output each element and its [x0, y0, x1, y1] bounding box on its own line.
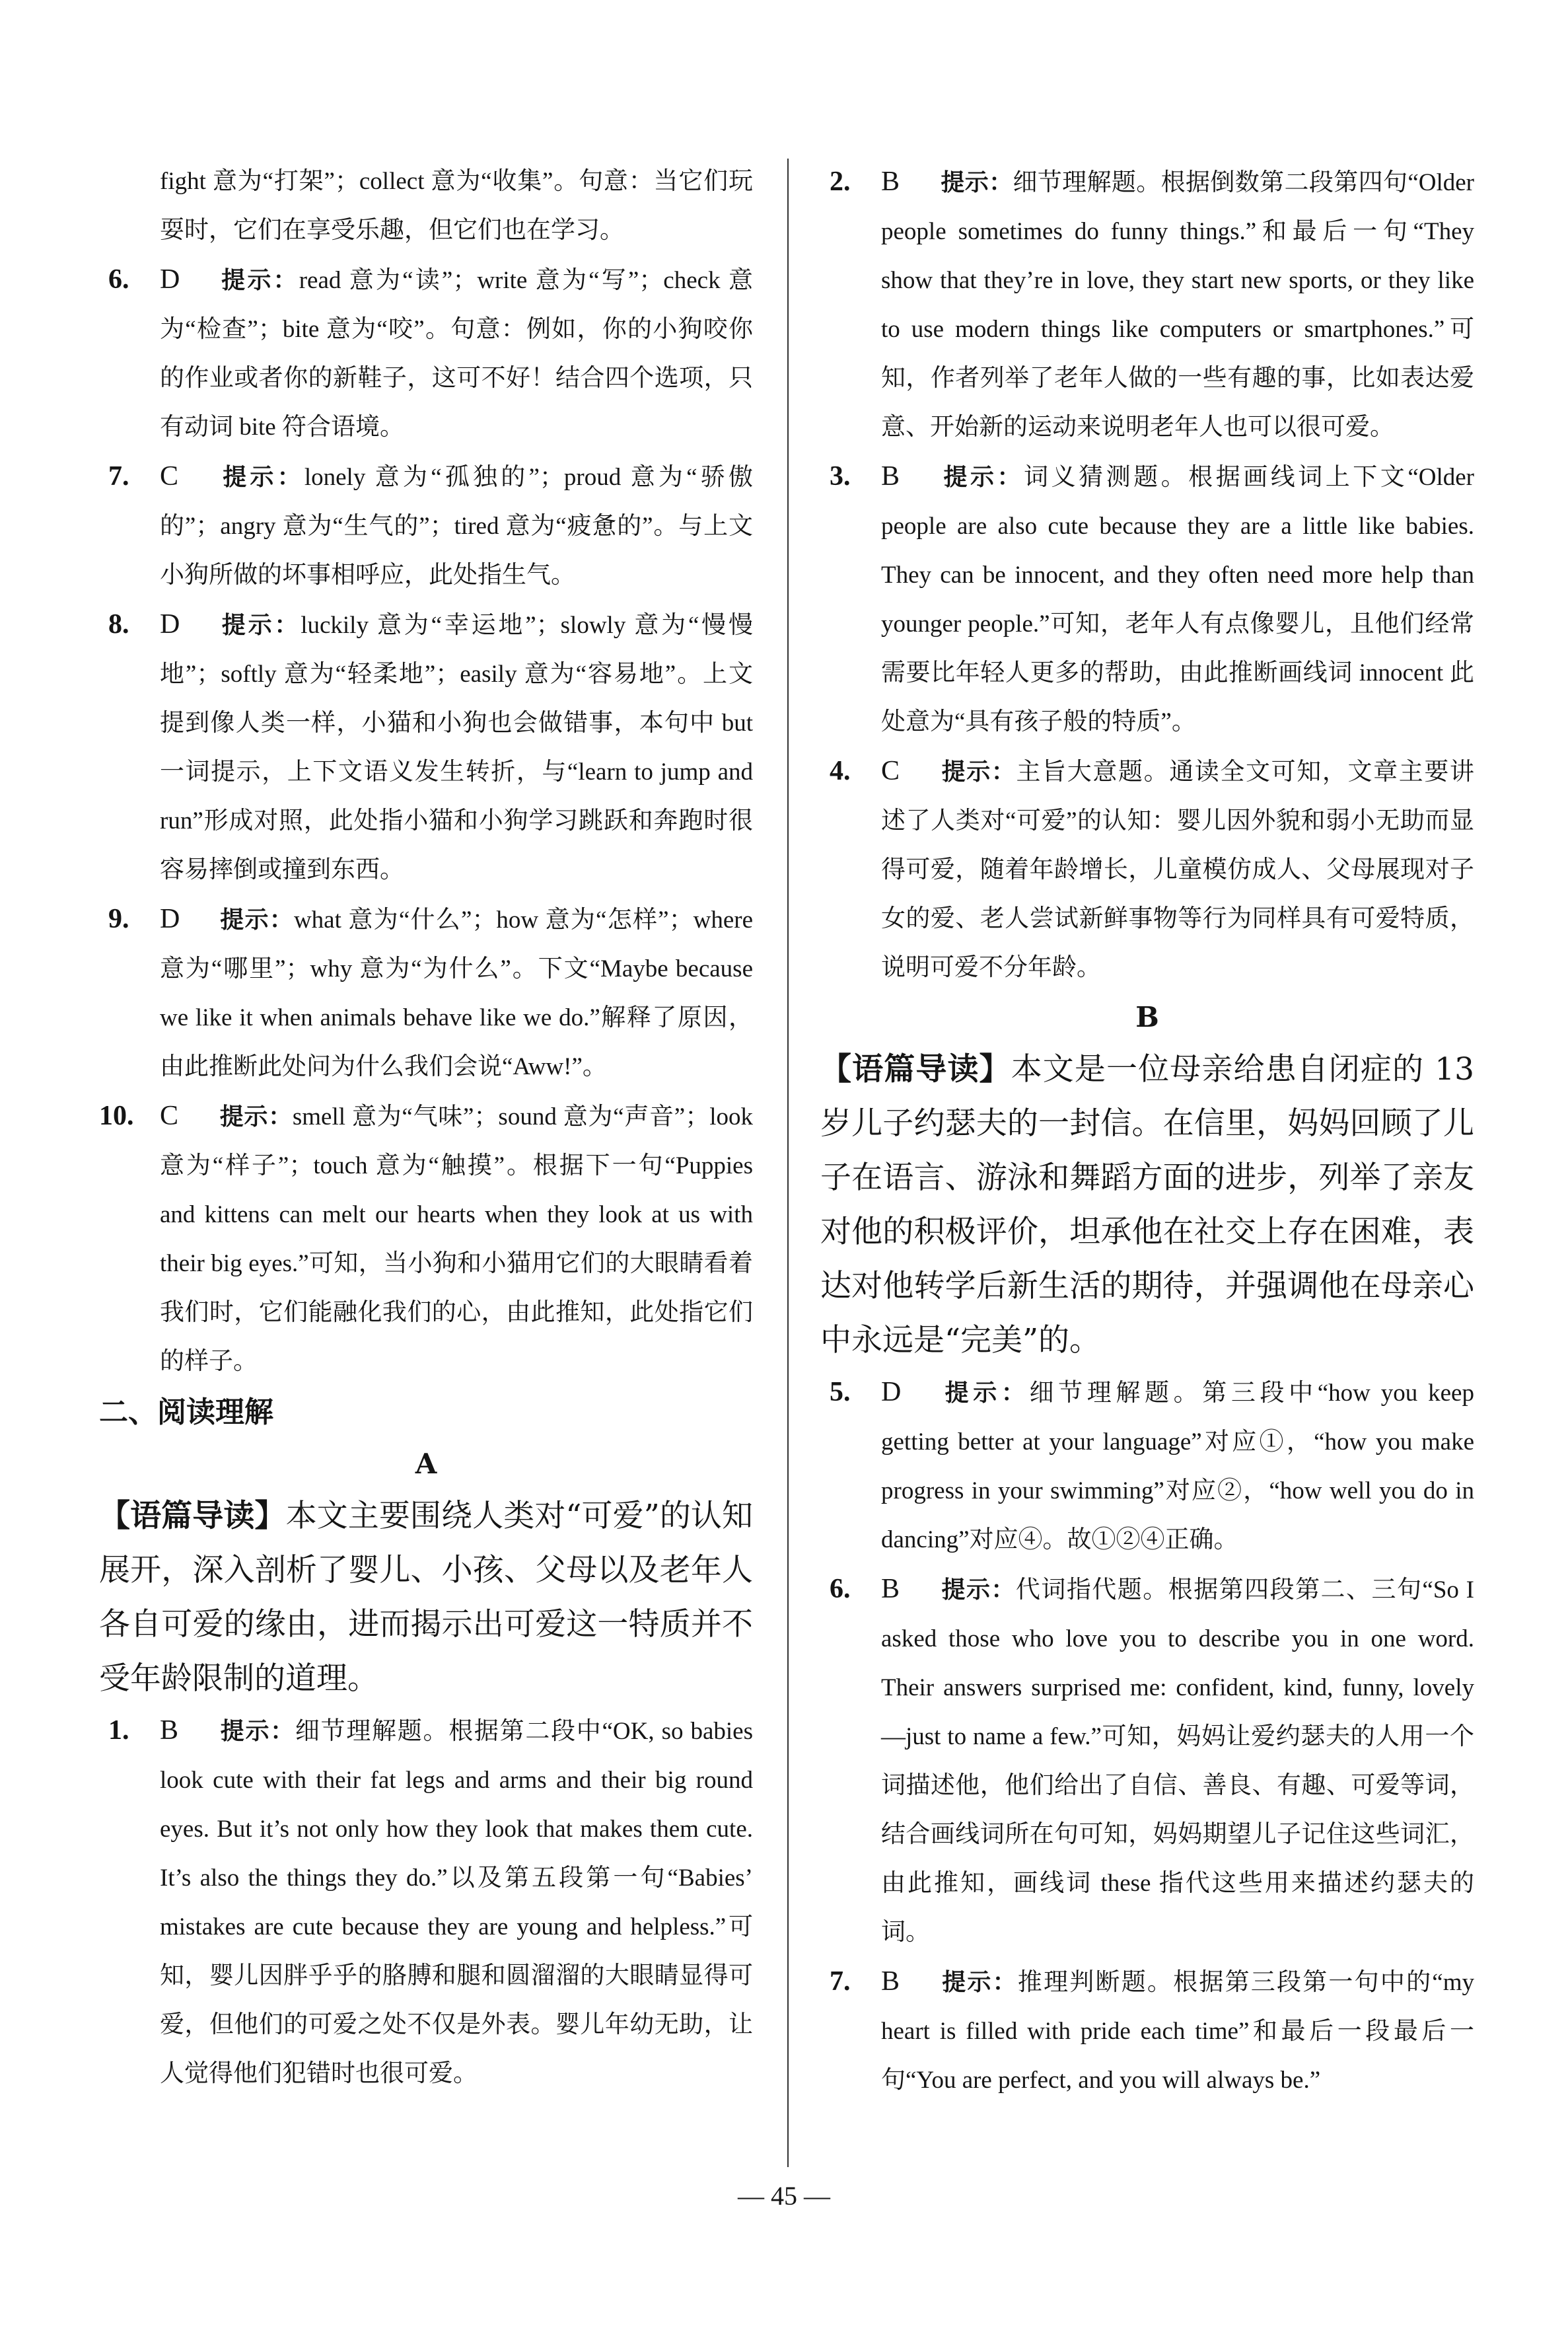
item-number: 7. [108, 461, 129, 492]
hint-label: 提示： [219, 612, 301, 639]
continued-answer-5: fight 意为“打架”；collect 意为“收集”。句意：当它们玩耍时，它们在享受乐趣，但它们也在学习。 [160, 168, 753, 244]
item-answer: C [160, 1101, 179, 1131]
answer-item-2 [820, 157, 1474, 452]
hint-label: 提示： [219, 1103, 293, 1130]
answer-item-3 [820, 452, 1474, 747]
item-number: 3. [830, 461, 851, 492]
answer-item-4 [820, 747, 1474, 992]
guide-label: 【语篇导读】 [99, 1498, 286, 1534]
item-number: 5. [830, 1377, 851, 1407]
item-answer: D [881, 1377, 902, 1407]
item-answer: B [881, 166, 900, 197]
passage-guide [820, 1043, 1474, 1368]
item-number: 6. [108, 264, 129, 295]
item-answer: D [160, 264, 180, 295]
hint-text: 细节理解题。第三段中“how you keep getting better at your language”对应①，“how you make progress in your swimming”对应②，“how well you do in dancing”对应④。故①②④正确。 [881, 1380, 1474, 1553]
answer-item-5 [820, 1368, 1474, 1565]
left-column [99, 157, 753, 2098]
hint-label: 提示： [219, 464, 304, 491]
item-number: 10. [99, 1101, 134, 1131]
guide-text: 本文主要围绕人类对“可爱”的认知展开，深入剖析了婴儿、小孩、父母以及老年人各自可爱的缘由，进而揭示出可爱这一特质并不受年龄限制的道理。 [99, 1498, 754, 1697]
part-label: A [415, 1448, 437, 1480]
hint-text: what 意为“什么”；how 意为“怎样”；where 意为“哪里”；why 意为“为什么”。下文“Maybe because we like it when animals behave like we do.”解释了原因，由此推断此处问为什么我们会说“Aww!”。 [160, 906, 753, 1080]
hint-text: 推理判断题。根据第三段第一句中的“my heart is filled with pride each time”和最后一段最后一句“You are perfect, and you will always be.” [881, 1969, 1474, 2094]
left-items [99, 255, 753, 1386]
item-number: 8. [108, 609, 129, 640]
passage-guide [99, 1489, 753, 1706]
part-label: B [1135, 1001, 1159, 1033]
hint-label: 提示： [941, 169, 1013, 196]
hint-text: luckily 意为“幸运地”；slowly 意为“慢慢地”；softly 意为“轻柔地”；easily 意为“容易地”。上文提到像人类一样，小猫和小狗也会做错事，本句中 but 一词提示，上下文语义发生转折，与“learn to jump and run”形成对照，此处指小猫和小狗学习跳跃和奔跑时很容易摔倒或撞到东西。 [160, 612, 753, 883]
item-number: 2. [830, 166, 851, 197]
page-number: — 45 — [738, 2181, 830, 2211]
answer-item-1 [99, 1706, 753, 2098]
hint-label: 提示： [941, 1969, 1018, 1996]
item-answer: D [160, 609, 180, 640]
item-number: 7. [830, 1966, 851, 1997]
item-answer: B [160, 1715, 179, 1746]
hint-label: 提示： [219, 906, 294, 934]
hint-text: smell 意为“气味”；sound 意为“声音”；look 意为“样子”；touch 意为“触摸”。根据下一句“Puppies and kittens can melt our hearts when they look at us with their big eyes.”可知，当小狗和小猫用它们的大眼睛看着我们时，它们能融化我们的心，由此推知，此处指它们的样子。 [160, 1103, 753, 1375]
item-answer: B [881, 461, 900, 492]
hint-text: 词义猜测题。根据画线词上下文“Older people are also cute because they are a little like babies. They can be innocent, and they often need more help than younger people.”可知，老年人有点像婴儿，且他们经常需要比年轻人更多的帮助，由此推断画线词 innocent 此处意为“具有孩子般的特质”。 [881, 464, 1474, 735]
guide-text: 本文是一位母亲给患自闭症的 13 岁儿子约瑟夫的一封信。在信里，妈妈回顾了儿子在语言、游泳和舞蹈方面的进步，列举了亲友对他的积极评价，坦承他在社交上存在困难，表达对他转学后新生活的期待，并强调他在母亲心中永远是“完美”的。 [820, 1051, 1475, 1358]
answer-item-8 [99, 600, 753, 895]
item-answer: D [160, 904, 180, 934]
item-answer: B [881, 1966, 900, 1997]
item-answer: C [160, 461, 179, 492]
hint-label: 提示： [941, 758, 1016, 786]
item-answer: C [881, 756, 900, 786]
hint-text: 细节理解题。根据第二段中“OK, so babies look cute with their fat legs and arms and their big round eyes. But it’s not only how they look that makes them cute. It’s also the things they do.”以及第五段第一句“Babies’ mistakes are cute because they are young and helpless.”可知，婴儿因胖乎乎的胳膊和腿和圆溜溜的大眼睛显得可爱，但他们的可爱之处不仅是外表。婴儿年幼无助，让人觉得他们犯错时也很可爱。 [160, 1718, 753, 2087]
hint-text: 细节理解题。根据倒数第二段第四句“Older people sometimes do funny things.”和最后一句“They show that they’re in love, they start new sports, or they like to use modern things like computers or smartphones.”可知，作者列举了老年人做的一些有趣的事，比如表达爱意、开始新的运动来说明老年人也可以很可爱。 [881, 169, 1474, 441]
hint-label: 提示： [941, 1576, 1016, 1604]
item-number: 1. [108, 1715, 129, 1746]
item-number: 9. [108, 904, 129, 934]
hint-label: 提示： [941, 464, 1024, 491]
answer-item-7b [820, 1957, 1474, 2105]
item-number: 6. [830, 1574, 851, 1604]
hint-label: 提示： [941, 1380, 1030, 1407]
answer-item-6 [99, 255, 753, 452]
hint-label: 提示： [219, 1718, 295, 1745]
answer-item-10 [99, 1091, 753, 1386]
item-answer: B [881, 1574, 900, 1604]
guide-label: 【语篇导读】 [820, 1051, 1011, 1088]
item-number: 4. [830, 756, 851, 786]
answer-item-7 [99, 452, 753, 600]
section-title: 二、阅读理解 [99, 1395, 273, 1429]
answer-item-9 [99, 895, 753, 1091]
hint-text: lonely 意为“孤独的”；proud 意为“骄傲的”；angry 意为“生气的”；tired 意为“疲惫的”。与上文小狗所做的坏事相呼应，此处指生气。 [160, 464, 753, 589]
right-column [820, 157, 1474, 2105]
hint-label: 提示： [219, 267, 299, 294]
answer-item-6b [820, 1565, 1474, 1957]
hint-text: 主旨大意题。通读全文可知，文章主要讲述了人类对“可爱”的认知：婴儿因外貌和弱小无助而显得可爱，随着年龄增长，儿童模仿成人、父母展现对子女的爱、老人尝试新鲜事物等行为同样具有可爱特质，说明可爱不分年龄。 [881, 758, 1474, 981]
hint-text: read 意为“读”；write 意为“写”；check 意为“检查”；bite 意为“咬”。句意：例如，你的小狗咬你的作业或者你的新鞋子，这可不好！结合四个选项，只有动词 bite 符合语境。 [160, 267, 753, 441]
hint-text: 代词指代题。根据第四段第二、三句“So I asked those who love you to describe you in one word. Their answers surprised me: confident, kind, funny, lovely—just to name a few.”可知，妈妈让爱约瑟夫的人用一个词描述他，他们给出了自信、善良、有趣、可爱等词，结合画线词所在句可知，妈妈期望儿子记住这些词汇，由此推知，画线词 these 指代这些用来描述约瑟夫的词。 [881, 1576, 1474, 1946]
column-divider [787, 159, 789, 2167]
